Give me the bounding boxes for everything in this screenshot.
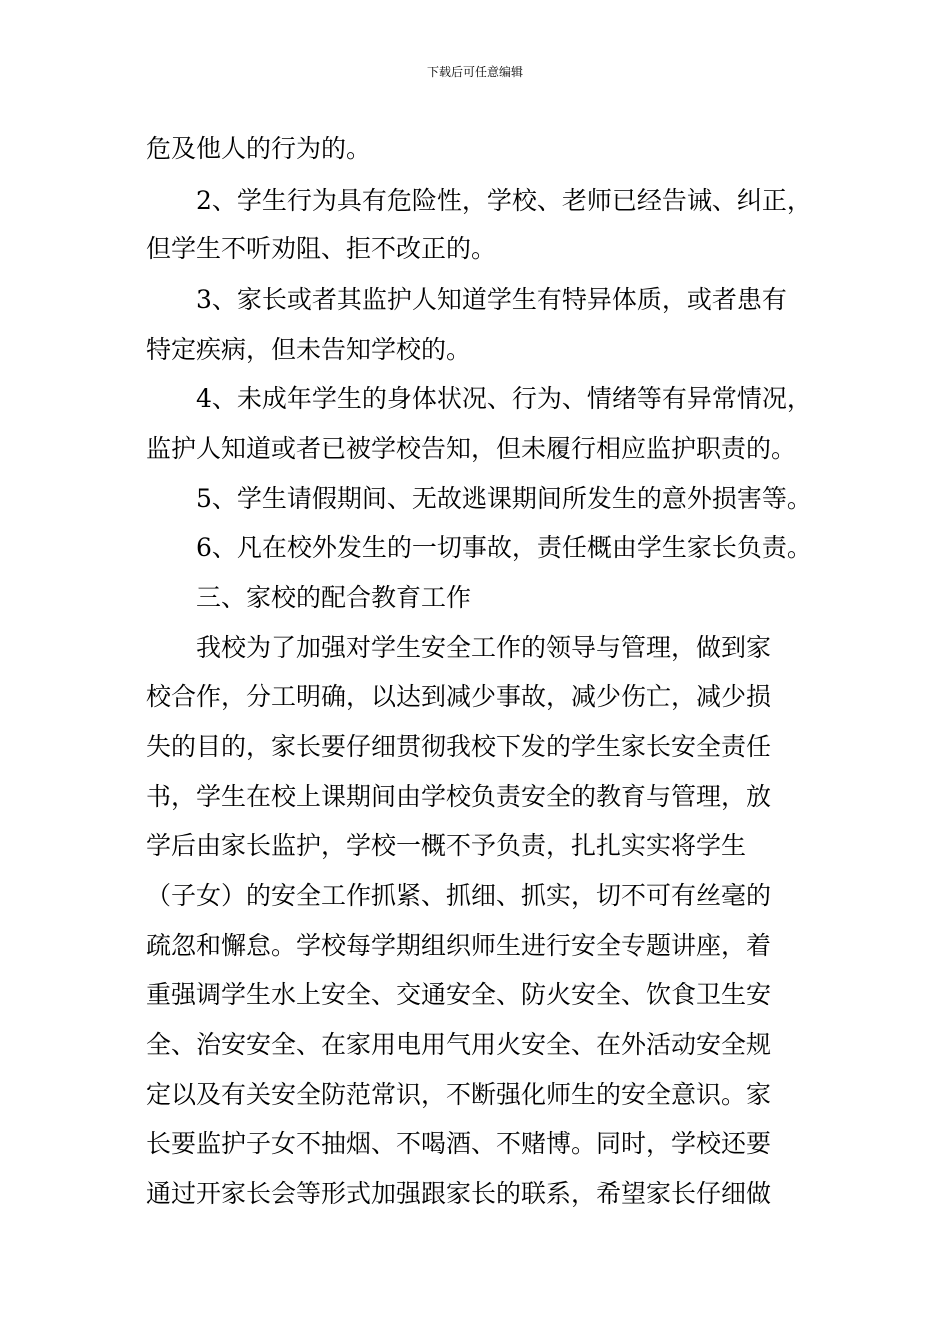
text-line: 4、未成年学生的身体状况、行为、情绪等有异常情况， [146, 384, 812, 413]
text-line: 危及他人的行为的。 [146, 134, 372, 163]
text-line: （子女）的安全工作抓紧、抓细、抓实，切不可有丝毫的 [146, 881, 772, 910]
text-line: 监护人知道或者已被学校告知，但未履行相应监护职责的。 [146, 434, 797, 463]
text-line: 失的目的，家长要仔细贯彻我校下发的学生家长安全责任 [146, 732, 772, 761]
text-line: 3、家长或者其监护人知道学生有特异体质，或者患有 [146, 285, 787, 314]
text-line: 书，学生在校上课期间由学校负责安全的教育与管理，放 [146, 782, 772, 811]
text-line: 校合作，分工明确，以达到减少事故，减少伤亡，减少损 [146, 682, 772, 711]
text-line: 但学生不听劝阻、拒不改正的。 [146, 234, 497, 263]
text-line: 重强调学生水上安全、交通安全、防火安全、饮食卫生安 [146, 980, 772, 1009]
text-line: 我校为了加强对学生安全工作的领导与管理，做到家 [146, 633, 772, 662]
text-line: 通过开家长会等形式加强跟家长的联系，希望家长仔细做 [146, 1179, 772, 1208]
text-line: 2、学生行为具有危险性，学校、老师已经告诫、纠正， [146, 186, 812, 215]
text-line: 长要监护子女不抽烟、不喝酒、不赌博。同时，学校还要 [146, 1129, 772, 1158]
text-line: 定以及有关安全防范常识，不断强化师生的安全意识。家 [146, 1080, 772, 1109]
page-header: 下载后可任意编辑 [426, 65, 523, 79]
section-heading: 三、家校的配合教育工作 [146, 583, 472, 612]
text-line: 5、学生请假期间、无故逃课期间所发生的意外损害等。 [146, 484, 812, 513]
text-line: 疏忽和懈怠。学校每学期组织师生进行安全专题讲座，着 [146, 931, 772, 960]
text-line: 特定疾病，但未告知学校的。 [146, 335, 472, 364]
text-line: 全、治安安全、在家用电用气用火安全、在外活动安全规 [146, 1030, 772, 1059]
text-line: 学后由家长监护，学校一概不予负责，扎扎实实将学生 [146, 831, 747, 860]
text-line: 6、凡在校外发生的一切事故，责任概由学生家长负责。 [146, 533, 812, 562]
